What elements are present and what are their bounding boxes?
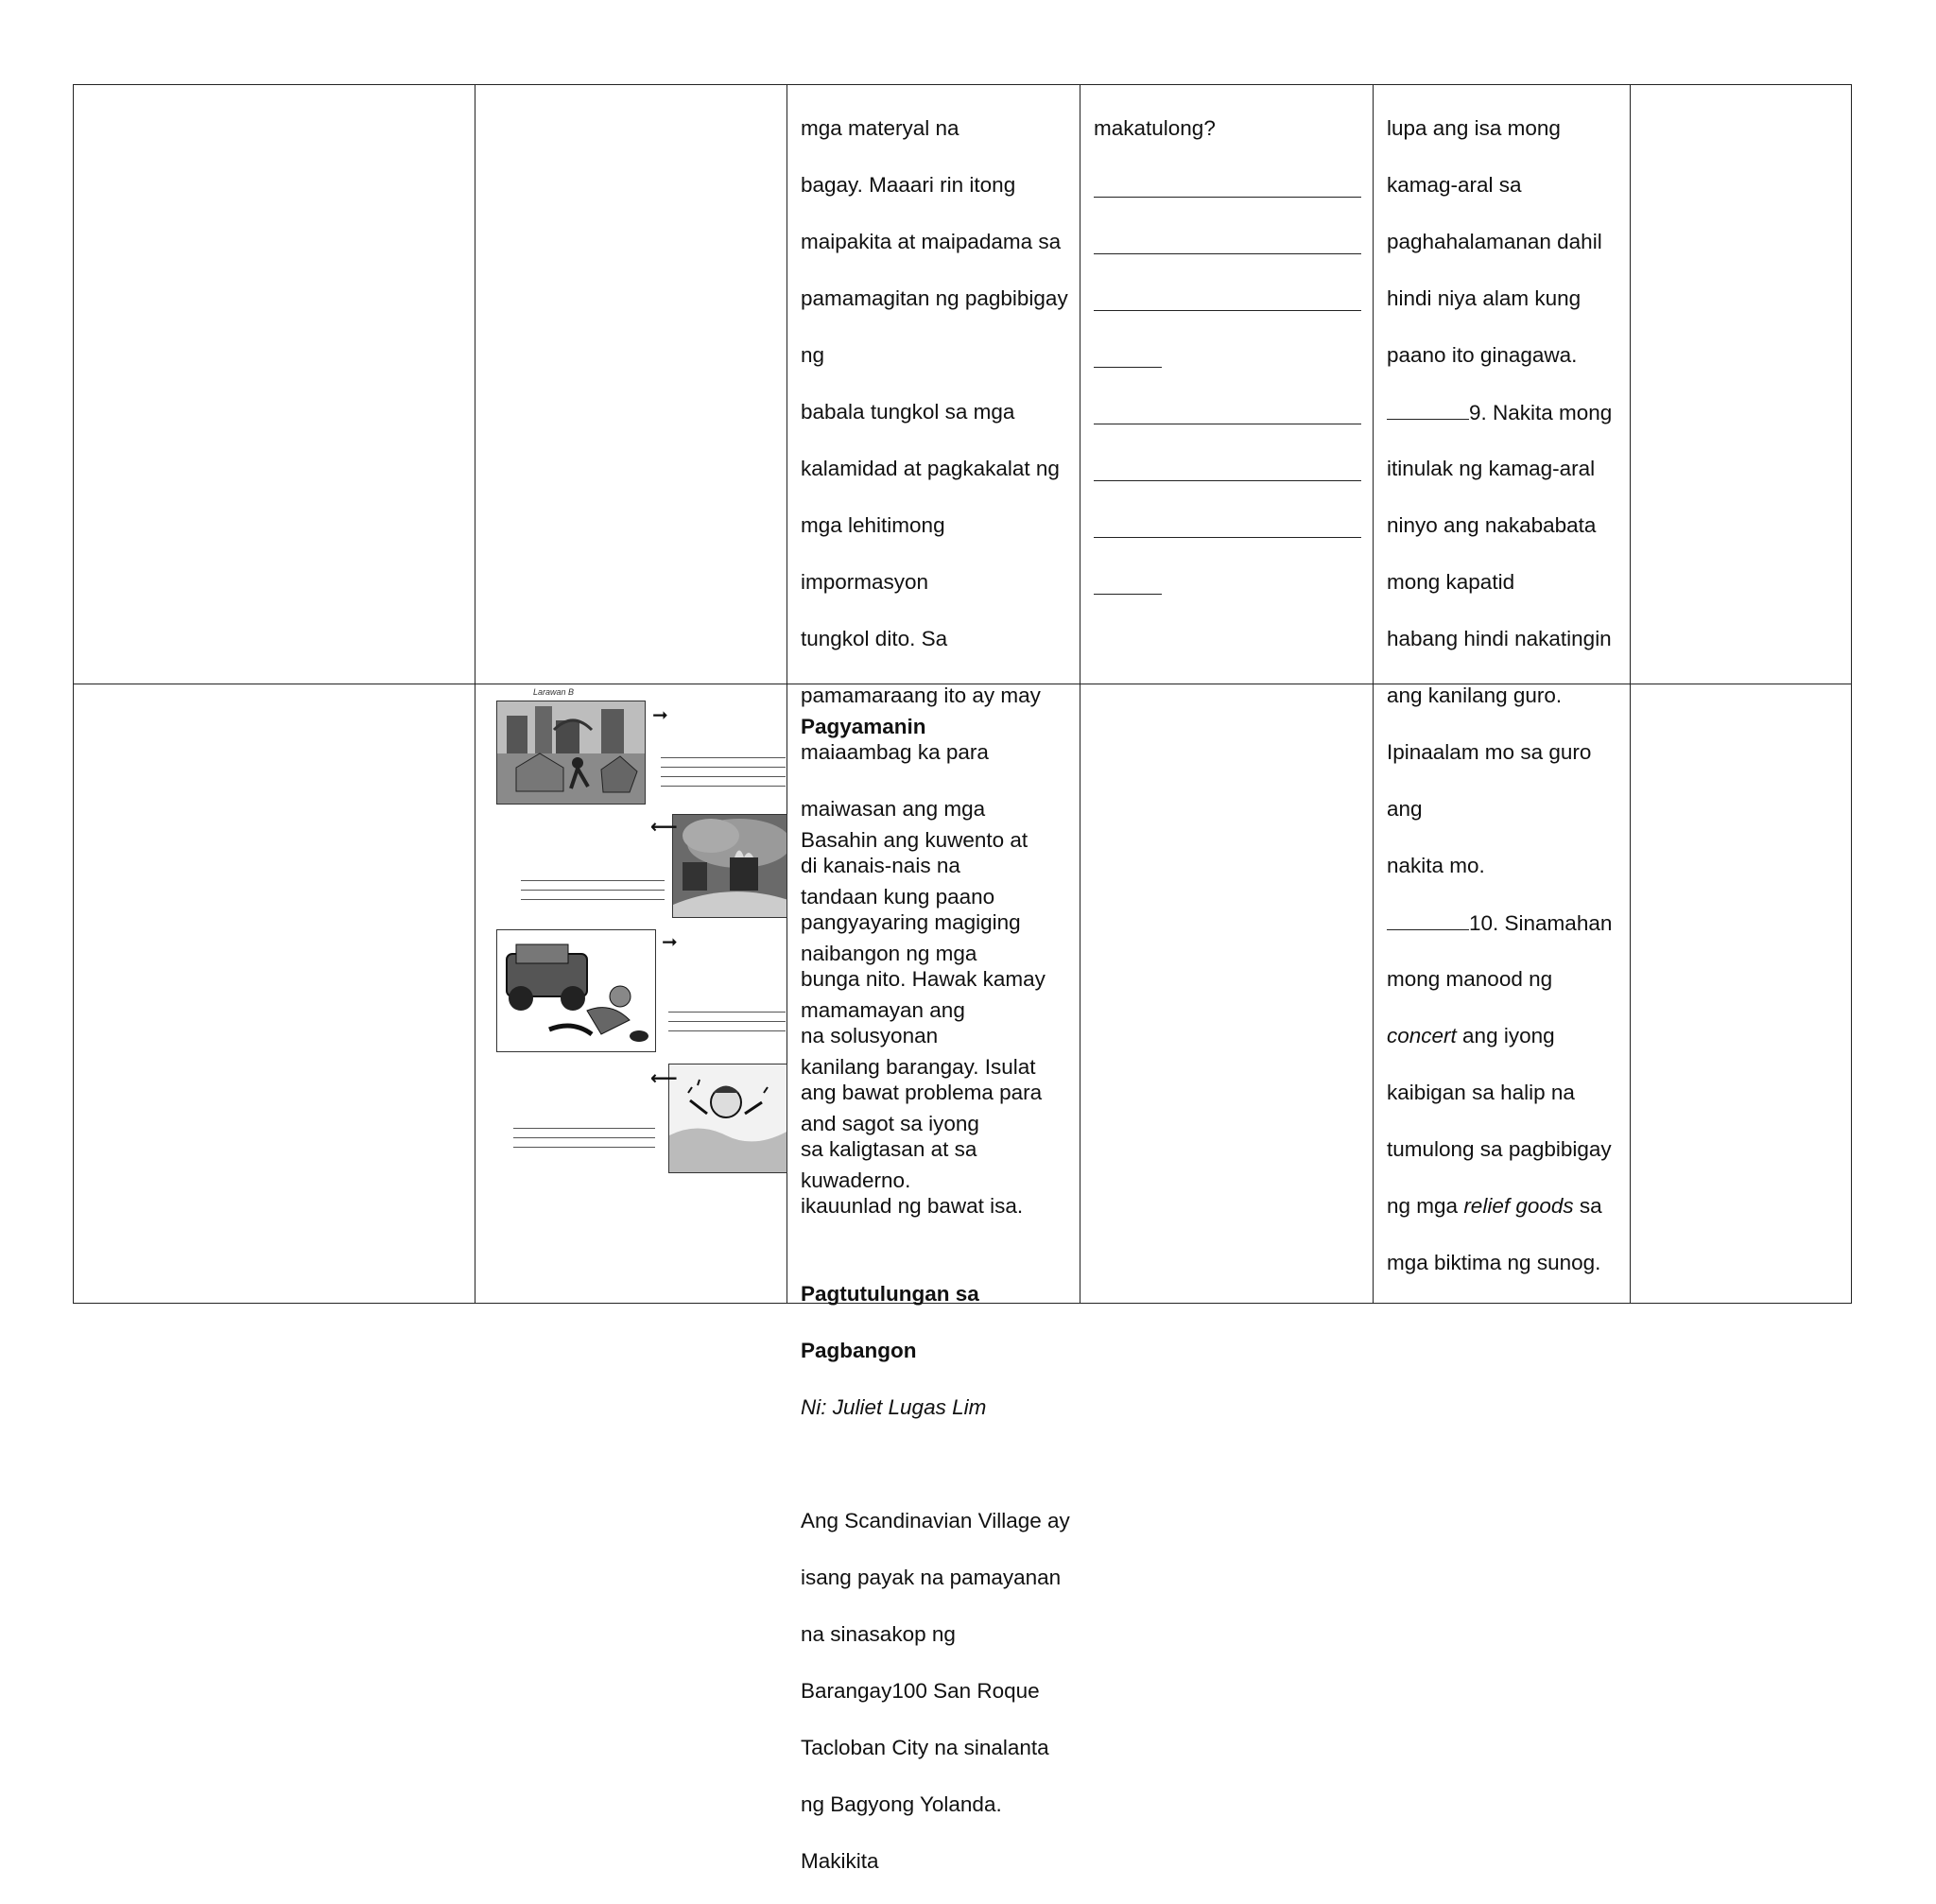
text-line: maiwasan ang mga — [801, 797, 986, 821]
text-line: bunga nito. Hawak kamay — [801, 967, 1046, 991]
row1-items-cell — [1387, 86, 1628, 1306]
accident-illustration — [496, 929, 656, 1052]
text-line: kanilang barangay. Isulat — [801, 1055, 1036, 1079]
row1-question-cell — [1094, 86, 1368, 625]
question-text: makatulong? — [1094, 116, 1216, 140]
text-line: Basahin ang kuwento at — [801, 828, 1028, 852]
column-divider — [1630, 85, 1631, 1303]
answer-line[interactable] — [521, 899, 665, 900]
item-10-text: 10. Sinamahan — [1469, 911, 1613, 935]
item-9 — [1387, 398, 1628, 426]
italic-term: concert — [1387, 1024, 1457, 1047]
answer-blank[interactable] — [1387, 909, 1469, 930]
answer-blank-line[interactable] — [1094, 310, 1361, 311]
lesson-table — [73, 84, 1852, 1873]
text-line: pamamaraang ito ay may — [801, 684, 1041, 707]
text-line: paghahalamanan dahil — [1387, 230, 1602, 253]
text-line: hindi niya alam kung — [1387, 286, 1582, 310]
answer-line[interactable] — [661, 767, 786, 768]
text-line: tungkol dito. Sa — [801, 627, 948, 650]
fire-illustration — [672, 814, 787, 918]
text-line: pamamagitan ng pagbibigay — [801, 286, 1068, 310]
text-line: ang bawat problema para — [801, 1081, 1043, 1104]
answer-blank-line[interactable] — [1094, 594, 1162, 595]
text-line: di kanais-nais na — [801, 854, 960, 877]
text-line: kalamidad at pagkakalat ng — [801, 457, 1060, 480]
answer-blank-line[interactable] — [1094, 537, 1361, 538]
text-line: na sinasakop ng — [801, 1622, 956, 1646]
text-line: ang — [1387, 797, 1423, 821]
answer-line[interactable] — [668, 1021, 786, 1022]
story-title-line — [801, 1280, 1075, 1308]
answer-line[interactable] — [661, 757, 786, 758]
section-title: Pagyamanin — [801, 715, 926, 738]
column-divider — [1373, 85, 1374, 1303]
text-line: ninyo ang nakababata — [1387, 513, 1597, 537]
text-line — [1387, 1022, 1628, 1050]
text-fragment: ang iyong — [1456, 1024, 1555, 1047]
answer-blank-line[interactable] — [1094, 367, 1162, 368]
arrow-right-icon: ➞ — [652, 705, 668, 726]
text-line: mga biktima ng sunog. — [1387, 1251, 1601, 1274]
image-caption: Larawan B — [533, 687, 575, 697]
answer-blank[interactable] — [1387, 398, 1469, 420]
answer-blank-line[interactable] — [1094, 197, 1361, 198]
story-title: Pagbangon — [801, 1339, 917, 1362]
arrow-left-icon: ⟵ — [650, 1068, 678, 1089]
answer-line[interactable] — [661, 786, 786, 787]
text-line: mong kapatid — [1387, 570, 1515, 594]
answer-line[interactable] — [521, 880, 665, 881]
answer-blank-line[interactable] — [1094, 480, 1361, 481]
text-line: maiaambag ka para — [801, 740, 989, 764]
text-line: kaibigan sa halip na — [1387, 1081, 1575, 1104]
text-line: naibangon ng mga — [801, 942, 977, 965]
flood-illustration — [668, 1064, 787, 1173]
text-line: Makikita — [801, 1849, 879, 1873]
spacer — [801, 1450, 1075, 1479]
text-line: Barangay100 San Roque — [801, 1679, 1040, 1703]
italic-term: relief goods — [1463, 1194, 1574, 1218]
text-line: kuwaderno. — [801, 1168, 911, 1192]
answer-line[interactable] — [513, 1137, 655, 1138]
author-line — [801, 1393, 1075, 1422]
text-fragment: sa — [1573, 1194, 1602, 1218]
illustrations-panel — [476, 685, 786, 1302]
text-line: isang payak na pamayanan — [801, 1566, 1062, 1589]
storm-illustration — [496, 701, 646, 805]
answer-line[interactable] — [513, 1128, 655, 1129]
answer-line[interactable] — [521, 890, 665, 891]
text-line: Ipinaalam mo sa guro — [1387, 740, 1592, 764]
text-line: lupa ang isa mong — [1387, 116, 1561, 140]
text-line — [1387, 1192, 1628, 1220]
pagyamanin-cell — [801, 684, 1075, 1904]
text-line: mga lehitimong — [801, 513, 945, 537]
answer-line[interactable] — [668, 1012, 786, 1013]
text-line: mamamayan ang — [801, 998, 965, 1022]
text-line: paano ito ginagawa. — [1387, 343, 1578, 367]
text-line: Tacloban City na sinalanta — [801, 1736, 1049, 1759]
answer-line[interactable] — [668, 1030, 786, 1031]
text-line: ang kanilang guro. — [1387, 684, 1563, 707]
text-line: Ang Scandinavian Village ay — [801, 1509, 1070, 1532]
arrow-right-icon: ➞ — [662, 932, 678, 953]
text-line: ikauunlad ng bawat isa. — [801, 1194, 1024, 1218]
story-title-line — [801, 1337, 1075, 1365]
text-line: maipakita at maipadama sa — [801, 230, 1062, 253]
text-line: na solusyonan — [801, 1024, 939, 1047]
text-line: nakita mo. — [1387, 854, 1485, 877]
story-title: Pagtutulungan sa — [801, 1282, 979, 1306]
answer-line[interactable] — [661, 776, 786, 777]
item-10 — [1387, 909, 1628, 937]
text-line: habang hindi nakatingin — [1387, 627, 1612, 650]
text-line: sa kaligtasan at sa — [801, 1137, 977, 1161]
section-title-line — [801, 713, 1075, 741]
text-line: mga materyal na — [801, 116, 959, 140]
text-fragment: ng mga — [1387, 1194, 1464, 1218]
spacer — [801, 1223, 1075, 1252]
arrow-left-icon: ⟵ — [650, 817, 678, 838]
text-line: bagay. Maaari rin itong — [801, 173, 1016, 197]
text-line: ng Bagyong Yolanda. — [801, 1792, 1002, 1816]
text-line: ng — [801, 343, 825, 367]
answer-line[interactable] — [513, 1147, 655, 1148]
text-line: and sagot sa iyong — [801, 1112, 979, 1135]
text-line: kamag-aral sa — [1387, 173, 1522, 197]
text-line: babala tungkol sa mga — [801, 400, 1015, 424]
answer-blank-line[interactable] — [1094, 253, 1361, 254]
spacer — [801, 770, 1075, 798]
text-line: tandaan kung paano — [801, 885, 995, 909]
text-line: pangyayaring magiging — [801, 910, 1021, 934]
text-line: mong manood ng — [1387, 967, 1553, 991]
text-line: itinulak ng kamag-aral — [1387, 457, 1596, 480]
text-line: tumulong sa pagbibigay — [1387, 1137, 1612, 1161]
item-9-text: 9. Nakita mong — [1469, 401, 1613, 424]
author: Ni: Juliet Lugas Lim — [801, 1395, 987, 1419]
text-line: impormasyon — [801, 570, 929, 594]
